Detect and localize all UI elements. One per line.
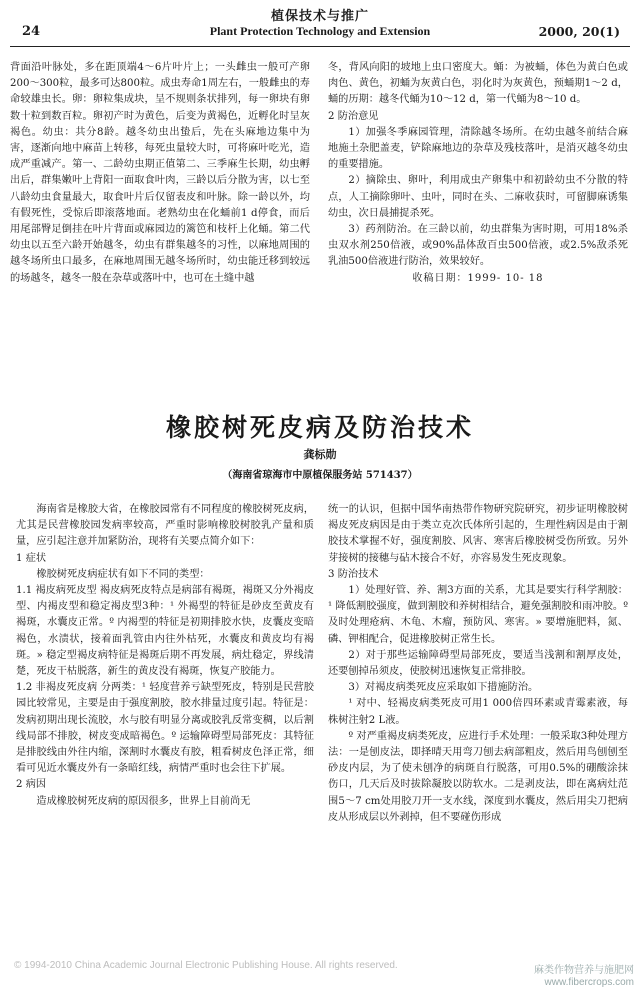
article-affiliation: （海南省琼海市中原植保服务站 571437） [222,470,418,481]
received-date: 收稿日期：1999- 10- 18 [412,272,544,284]
body-paragraph: 2）对于那些运输障碍型局部死皮，要适当浅割和割厚皮处，还要刨掉吊须皮，使胶树迅速恢复正常排胶。 [328,649,628,678]
prev-article-paragraph: 背面沿叶脉处，多在距顶端4～6片叶片上；一头雌虫一般可产卵200～300粒，最多可达800粒。成虫寿命1周左右，一般雌虫的寿命较雄虫长。卵：卵粒集成块，呈不规则条状排列，每一卵块有卵数十粒到数百粒。卵初产时为黄色，后变为黄褐色，近孵化时呈灰褐色。幼虫：共分8龄。越冬幼虫出蛰后，先在头麻地边集中为害，逐渐向地中麻苗上转移，每死虫量较大时，可将麻叶吃光，造成严重减产。第一、二龄幼虫期正值第二、三季麻生长期，幼虫孵出后，群集嫩叶上背阳一面取食叶肉，三龄以后分散为害，以七至八龄幼虫食量最大，取食叶片后仅留表皮和叶脉。除一龄以外，均有假死性，受惊后即滚落地面。老熟幼虫在化蛹前1 d停食，而后用尾部臀足倒挂在叶片背面或麻园边的篱笆和枝杆上化蛹。第二代幼虫以五至六龄开始越冬，幼虫有群集越冬的习性，以麻地周围的越冬场所虫口最多，在麻地周围无越冬场所时，幼虫能迁移到较远的场越冬，越冬一般在杂草或落叶中，也可在土缝中越 [10,62,310,284]
body-paragraph: 统一的认识，但据中国华南热带作物研究院研究，初步证明橡胶树褐皮死皮病因是由于类立克次氏体所引起的，生理性病因是由于割胶技术掌握不好，强度割胶、风害、寒害后橡胶树受伤所致。另外芽接树的接穗与砧木接合不好，亦容易发生死皮现象。 [328,504,628,564]
body-paragraph: 橡胶树死皮病症状有如下不同的类型： [36,568,210,580]
article-author: 龚标勋 [303,448,337,461]
article-title: 橡胶树死皮病及防治技术 [165,413,474,442]
section-heading: 3 防治技术 [328,568,379,580]
prev-article-right-column [328,60,628,287]
year-issue: 2000, 20(1) [538,24,620,39]
prev-article-left-column [10,60,310,287]
list-item: 3）药剂防治。在三龄以前，幼虫群集为害时期，可用18%杀虫双水剂250倍液，或90%晶体敌百虫500倍液，或2.5%敌杀死乳油500倍液进行防治，效果较好。 [328,224,628,268]
body-paragraph: ¹ 对中、轻褐皮病类死皮可用1 000倍四环素或青霉素液，每株树注射2 L液。 [328,698,628,726]
copyright-watermark: © 1994-2010 China Academic Journal Electronic Publishing House. All rights reserved. [14,960,398,971]
body-paragraph: 1）处理好管、养、割3方面的关系，尤其是要实行科学割胶：¹ 降低割胶强度，做到割胶和养树相结合，避免强割胶和雨冲胶。º 及时处理疮病、木龟、木瘤，预防风、寒害。» 要增施肥料，氮、磷、钾相配合，促进橡胶树正常生长。 [328,585,628,645]
intro-paragraph: 海南省是橡胶大省，在橡胶园常有不同程度的橡胶树死皮病，尤其是民营橡胶园发病率较高，严重时影响橡胶树胶乳产量和质量，应引起注意并加紧防治，现将有关要点简介如下： [16,504,314,548]
site-watermark [534,965,634,989]
journal-title-en: Plant Protection Technology and Extension [209,24,431,38]
body-paragraph: 造成橡胶树死皮病的原因很多，世界上目前尚无 [36,795,251,807]
prev-article-paragraph: 冬，背风向阳的坡地上虫口密度大。蛹：为被蛹，体色为黄白色或肉色、黄色，初蛹为灰黄白色，羽化时为灰黄色，预蛹期1～2 d，蛹的历期：越冬代蛹为10～12 d，第一代蛹为8～10 d。 [328,62,628,106]
journal-title-cn: 植保技术与推广 [270,9,369,24]
list-item: 1）加强冬季麻园管理，清除越冬场所。在幼虫越冬前结合麻地施土杂肥盖麦，铲除麻地边的杂草及残枝落叶，是消灭越冬幼虫的重要措施。 [328,126,628,171]
site-name: 麻类作物营养与施肥网 [534,965,634,976]
body-paragraph: 1.2 非褐皮死皮病 分两类：¹ 轻度营养亏缺型死皮，特别是民营胶园比较常见，主要是由于强度割胶，胶水排量过度引起。特征是：发病初期出现长流胶，水与胶有明显分离或胶乳反常变稠，以后割线局部不排胶，树皮变成暗褐色。º 运输障碍型局部死皮：其特征是排胶线由外往内缩，深割时水囊皮有胶，粗看树皮色泽正常，细看可见近水囊皮外有一条暗红线，病情严重时也会往下扩展。 [16,682,314,775]
body-paragraph: º 对严重褐皮病类死皮，应进行手术处理：一般采取3种处理方法：一是刨皮法，即择晴天用弯刀刨去病部粗皮，然后用鸟刨刨至砂皮内层，为了使未刨净的病斑自行脱落，可用0.5%的硼酸涂抹伤口，几天后及时拔除凝胶以防软水。二是剥皮法，即在离病灶范围5～7 cm处用胶刀开一支水线，深度到水囊皮，然后用尖刀把病皮从形成层以外剥掉，但不要碰伤形成 [328,730,628,823]
article-right-column [328,502,628,826]
page-number: 24 [22,24,41,39]
site-url: www.fibercrops.com [544,977,634,988]
article-left-column [16,502,314,810]
page-header [10,0,630,47]
list-item: 2）摘除虫、卵叶，利用成虫产卵集中和初龄幼虫不分散的特点，人工摘除卵叶、虫叶，同时在头、二麻收获时，可留脚麻诱集幼虫，次日晨捕捉杀死。 [328,175,628,219]
journal-page [10,0,630,1000]
section-heading: 2 防治意见 [328,110,379,122]
section-heading: 1 症状 [16,552,47,564]
body-paragraph: 1.1 褐皮病死皮型 褐皮病死皮特点是病部有褐斑，褐斑又分外褐皮型、内褐皮型和稳定褐皮型3种：¹ 外褐型的特征是砂皮至黄皮有褐斑，水囊皮正常。º 内褐型的特征是初期排胶水快，皮囊皮变暗褐色，水渍状，接着面乳管由内往外枯死，水囊皮和黄皮均有褐斑。» 稳定型褐皮病特征是褐斑后期不再发展，病灶稳定，界线清楚，死皮干枯脱落，新生的黄皮没有褐斑，恢复产胶能力。 [16,585,314,678]
section-heading: 2 病因 [16,779,47,791]
body-paragraph: 3）对褐皮病类死皮应采取如下措施防治。 [348,682,539,694]
